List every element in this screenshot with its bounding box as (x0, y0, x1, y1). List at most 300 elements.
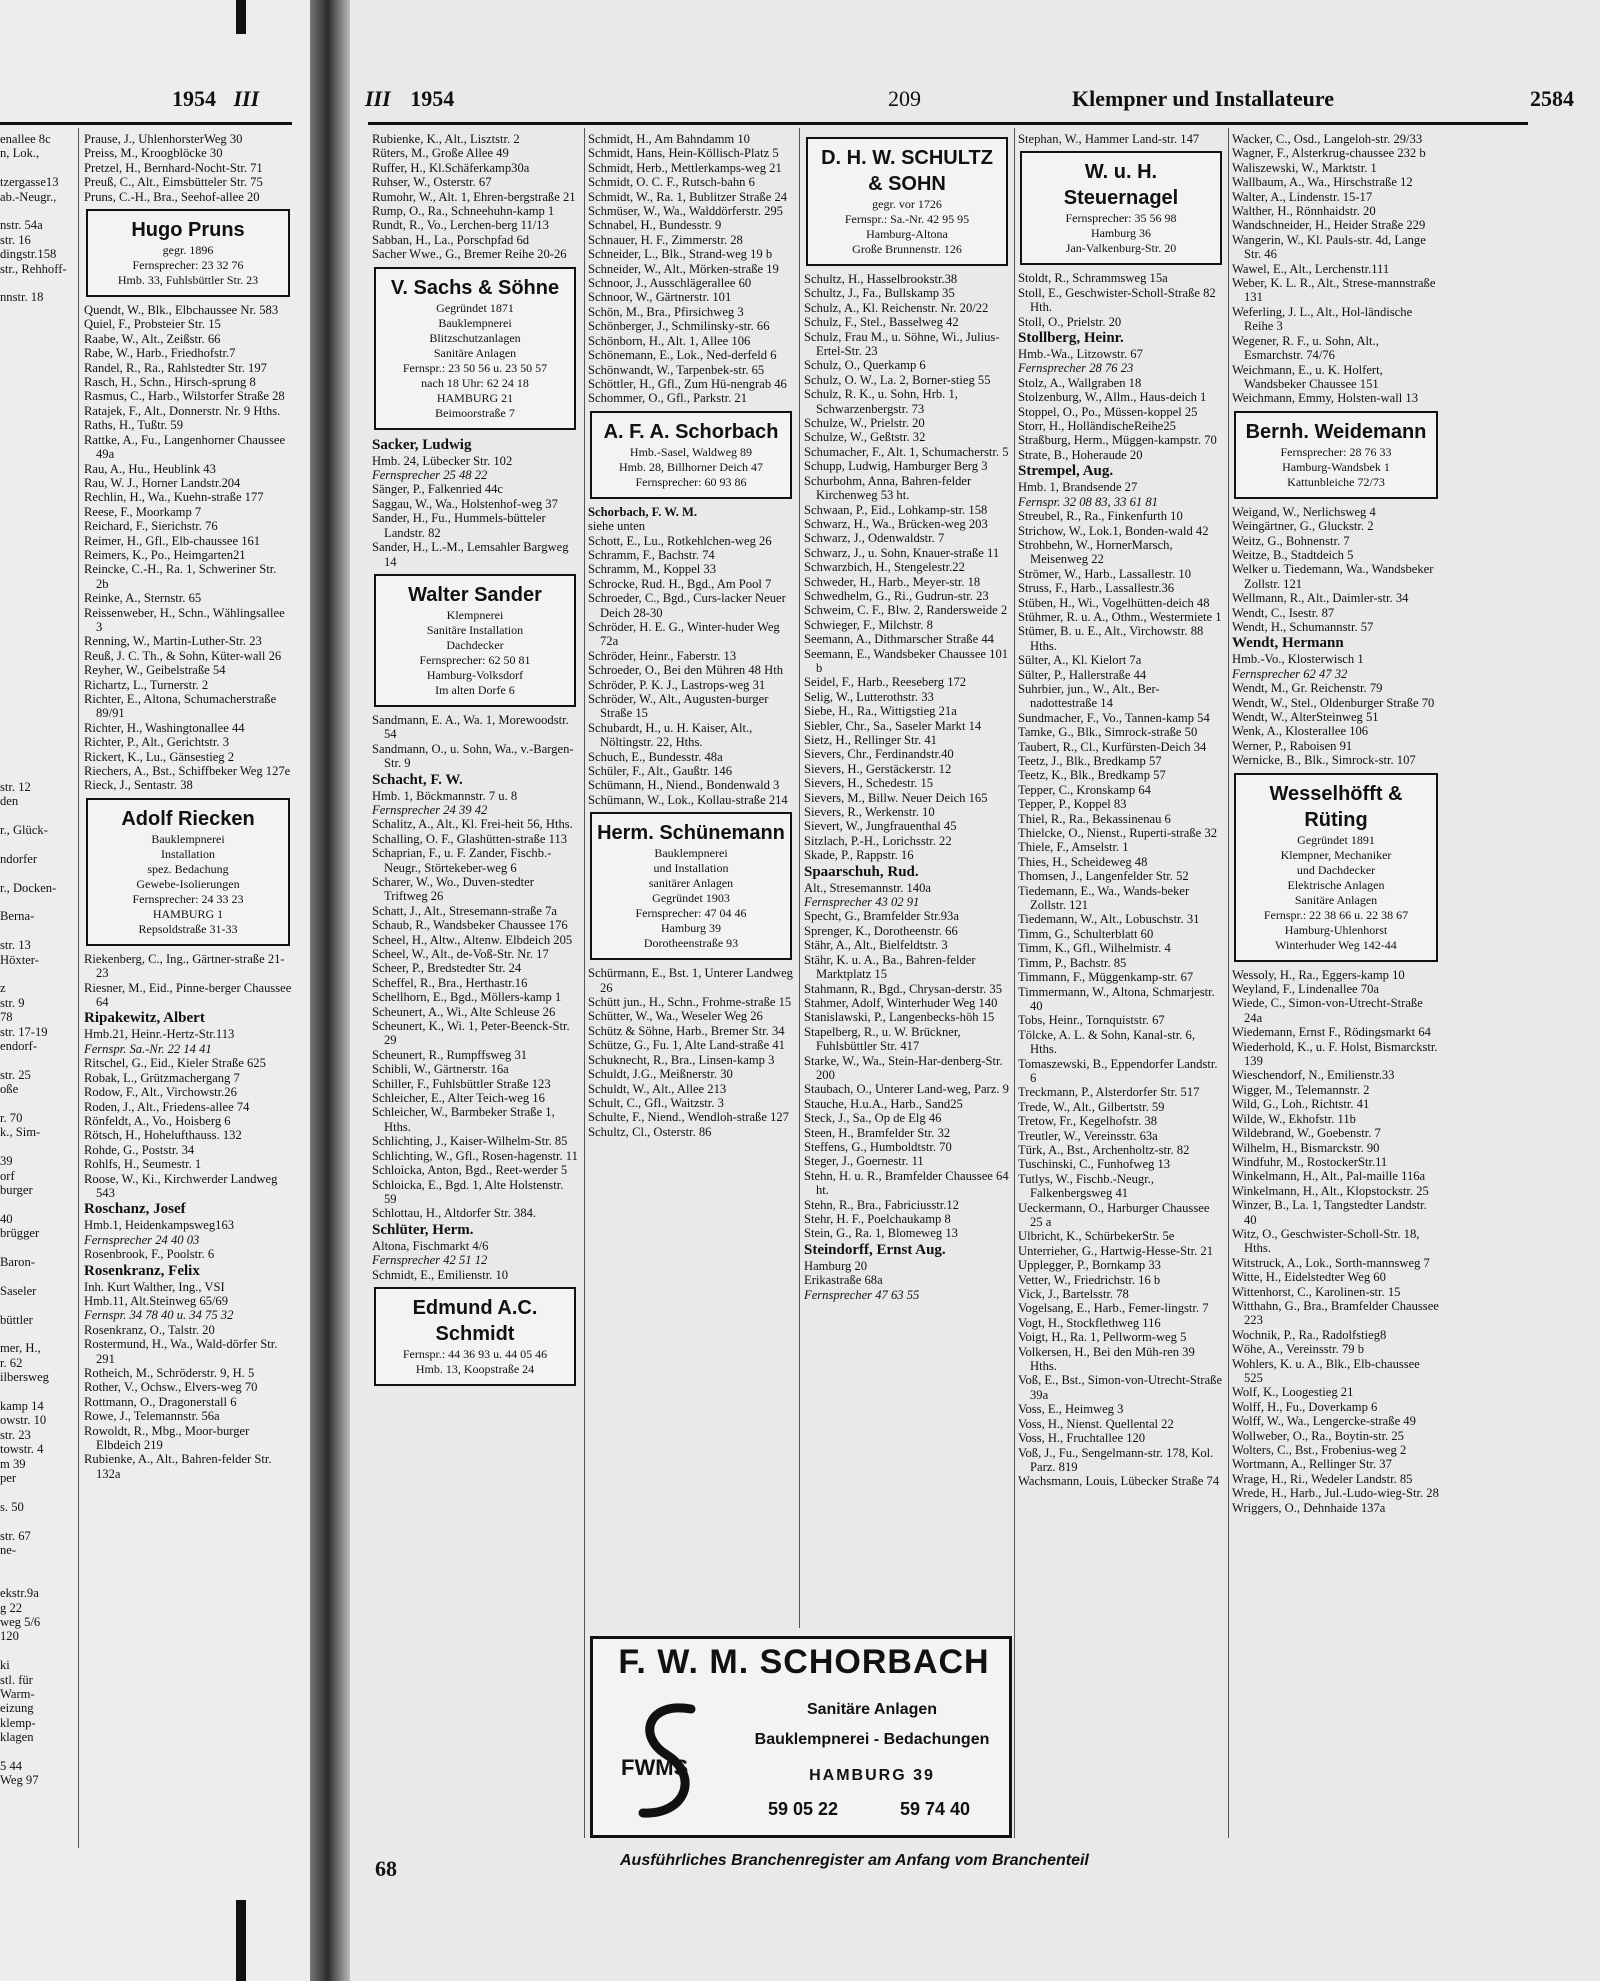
advertisement-box (806, 137, 1008, 266)
directory-entry: Voss, E., Heimweg 3 (1018, 1402, 1124, 1417)
directory-entry: Schurbohm, Anna, Bahren-felder Kirchenweg 53 ht. (804, 473, 972, 503)
edge-fragment (0, 506, 72, 520)
ad-line: Beimoorstraße 7 (435, 405, 515, 420)
edge-fragment (0, 1514, 72, 1528)
directory-entry: Hamburg 20 (804, 1258, 868, 1273)
directory-entry: Richter, P., Alt., Gerichtstr. 3 (84, 735, 230, 750)
directory-entry: Selig, W., Lutterothstr. 33 (804, 689, 934, 704)
directory-entry: Wild, G., Loh., Richtstr. 41 (1232, 1097, 1370, 1112)
directory-entry: Schlichting, J., Kaiser-Wilhelm-Str. 85 (372, 1134, 568, 1149)
directory-entry: Wendt, Hermann (1232, 635, 1344, 652)
directory-entry: Hmb.21, Heinr.-Hertz-Str.113 (84, 1027, 235, 1042)
advertisement-box (590, 812, 792, 960)
edge-fragment (0, 665, 72, 679)
edge-fragment (0, 161, 72, 175)
edge-fragment: per (0, 1470, 17, 1485)
directory-entry: Werner, P., Raboisen 91 (1232, 738, 1353, 753)
directory-column-3 (804, 132, 1010, 1632)
edge-fragment (0, 621, 72, 635)
directory-entry: Schulze, W., Geßtstr. 32 (804, 430, 926, 445)
directory-entry: Schiller, F., Fuhlsbüttler Straße 123 (372, 1076, 551, 1091)
directory-entry: Schümann, H., Niend., Bondenwald 3 (588, 778, 780, 793)
directory-entry: Schönborn, H., Alt. 1, Allee 106 (588, 333, 751, 348)
directory-entry: Timm, G., Schulterblatt 60 (1018, 926, 1154, 941)
directory-entry: Schlottau, H., Altdorfer Str. 384. (372, 1206, 537, 1221)
directory-entry: Wöhe, A., Vereinsstr. 79 b (1232, 1342, 1364, 1357)
directory-entry: Schmüser, W., Wa., Walddörferstr. 295 (588, 204, 783, 219)
ad-line: Sanitäre Installation (426, 622, 524, 637)
directory-entry: Witthahn, G., Bra., Bramfelder Chaussee 223 (1232, 1298, 1439, 1328)
directory-entry: Reichard, F., Sierichstr. 76 (84, 519, 218, 534)
ad-line: HAMBURG 1 (152, 906, 224, 921)
edge-fragment (0, 348, 72, 362)
directory-entry: Wolff, H., Fu., Doverkamp 6 (1232, 1399, 1378, 1414)
edge-fragment (0, 1140, 72, 1154)
directory-entry: Starke, W., Wa., Stein-Har-denberg-Str. 200 (804, 1053, 1003, 1082)
big-ad-phone-1: 59 05 22 (767, 1799, 839, 1819)
directory-entry: Stephan, W., Hammer Land-str. 147 (1018, 132, 1200, 146)
directory-entry: Fernsprecher 24 40 03 (84, 1232, 200, 1247)
directory-entry: Wilhelm, H., Bismarckstr. 90 (1232, 1140, 1380, 1155)
ad-line: Hamburg 39 (660, 921, 722, 936)
directory-entry: Sievers, H., Gerstäckerstr. 12 (804, 761, 952, 776)
ad-line: Fernsprecher: 62 50 81 (419, 652, 531, 667)
directory-entry: Schroeder, C., Bgd., Curs-lacker Neuer Deich 28-30 (588, 591, 786, 620)
edge-fragment: towstr. 4 (0, 1442, 44, 1457)
directory-entry: Rubienke, A., Alt., Bahren-felder Str. 132a (84, 1452, 272, 1481)
ad-line: Fernspr.: 22 38 66 u. 22 38 67 (1263, 907, 1409, 922)
edge-fragment (0, 434, 72, 448)
directory-entry: Voß, E., Bst., Simon-von-Utrecht-Straße 39a (1018, 1373, 1223, 1402)
directory-entry: Sander, H., Fu., Hummels-bütteler Landstr. 82 (372, 511, 546, 540)
edge-fragment: str. 67 (0, 1528, 31, 1543)
directory-entry: Fernsprecher 62 47 32 (1232, 666, 1348, 681)
directory-entry: Schwieger, F., Milchstr. 8 (804, 617, 933, 632)
directory-entry: Sander, H., L.-M., Lemsahler Bargweg 14 (372, 540, 569, 569)
edge-fragment: r. 62 (0, 1355, 23, 1370)
book-gutter (310, 0, 350, 1981)
right-volume: III (365, 86, 391, 111)
edge-fragment: r. 70 (0, 1110, 23, 1125)
edge-fragment: 78 (0, 1010, 13, 1025)
directory-entry: Wendt, H., Schumannstr. 57 (1232, 619, 1374, 634)
directory-entry: Teetz, J., Blk., Bredkamp 57 (1018, 754, 1162, 768)
directory-entry: Seemann, A., Dithmarscher Straße 44 (804, 632, 994, 647)
edge-fragment (0, 1327, 72, 1341)
directory-entry: Tuschinski, C., Funhofweg 13 (1018, 1157, 1171, 1172)
directory-entry: Tobs, Heinr., Tornquiststr. 67 (1018, 1013, 1165, 1028)
advertisement-box (1234, 773, 1438, 962)
directory-entry: Sievers, M., Billw. Neuer Deich 165 (804, 790, 988, 805)
footer-note: Ausführliches Branchenregister am Anfang vom Branchenteil (620, 1852, 1089, 1869)
directory-entry: Siebler, Chr., Sa., Saseler Markt 14 (804, 718, 982, 733)
directory-entry: Stoppel, O., Po., Müssen-koppel 25 (1018, 404, 1198, 419)
directory-entry: Wohlers, K. u. A., Blk., Elb-chaussee 525 (1232, 1356, 1420, 1385)
ad-line: sanitärer Anlagen (648, 876, 734, 891)
ad-line: Fernsprecher: 23 32 76 (132, 258, 244, 273)
edge-fragment (0, 276, 72, 290)
directory-entry: Schulz, Frau M., u. Söhne, Wi., Julius-Ertel-Str. 23 (804, 329, 1000, 359)
directory-entry: Stein, G., Ra. 1, Blomeweg 13 (804, 1226, 958, 1241)
directory-entry: siehe unten (588, 519, 646, 534)
edge-fragment (0, 1197, 72, 1211)
directory-entry: Pretzel, H., Bernhard-Nocht-Str. 71 (84, 160, 263, 175)
directory-entry: Wallbaum, A., Wa., Hirschstraße 12 (1232, 175, 1413, 190)
edge-fragment: str., Rehhoff- (0, 261, 67, 276)
directory-entry: Rickert, K., Lu., Gänsestieg 2 (84, 749, 235, 764)
ad-title: Bernh. Weidemann (1245, 420, 1427, 443)
edge-fragment (0, 334, 72, 348)
edge-fragment (0, 549, 72, 563)
directory-entry: Reuß, J. C. Th., & Sohn, Küter-wall 26 (84, 648, 282, 663)
directory-entry: Reese, F., Moorkamp 7 (84, 504, 202, 519)
big-ad-line-1: Sanitäre Anlagen (806, 1701, 938, 1718)
directory-entry: Rasch, H., Schn., Hirsch-sprung 8 (84, 375, 256, 390)
edge-fragment: ne- (0, 1542, 17, 1557)
directory-entry: Schürmann, E., Bst. 1, Unterer Landweg 26 (588, 966, 793, 995)
directory-entry: Thiele, F., Amselstr. 1 (1018, 840, 1129, 855)
edge-fragment: r., Docken- (0, 880, 57, 895)
big-ad-phone-2: 59 74 40 (899, 1799, 971, 1819)
directory-entry: Suhrbier, jun., W., Alt., Ber-nadottestraße 14 (1018, 681, 1160, 711)
directory-entry: Scheunert, K., Wi. 1, Peter-Beenck-Str. 29 (372, 1019, 570, 1048)
directory-entry: Schütter, W., Wa., Weseler Weg 26 (588, 1009, 763, 1024)
ad-line: Hmb. 28, Billhorner Deich 47 (619, 459, 763, 474)
directory-entry: Stüben, H., Wi., Vogelhütten-deich 48 (1018, 595, 1210, 610)
edge-fragment (0, 593, 72, 607)
edge-fragment: ab.-Neugr., (0, 189, 57, 204)
directory-entry: Sitzlach, P.-H., Lorichsstr. 22 (804, 833, 952, 848)
directory-entry: Wendt, M., Gr. Reichenstr. 79 (1232, 681, 1383, 696)
directory-entry: Strohbehn, W., HornerMarsch, Meisenweg 22 (1018, 537, 1173, 567)
edge-fragment (0, 564, 72, 578)
directory-entry: Preiss, M., Kroogblöcke 30 (84, 146, 223, 161)
directory-entry: Riesner, M., Eid., Pinne-berger Chaussee 64 (84, 980, 292, 1010)
ad-title: Edmund A.C. Schmidt (412, 1296, 538, 1345)
directory-entry: Schultz, J., Fa., Bullskamp 35 (804, 286, 955, 301)
edge-fragment: nstr. 54a (0, 218, 43, 233)
directory-entry: Schönberger, J., Schmilinsky-str. 66 (588, 319, 770, 334)
directory-entry: Rodow, F., Alt., Virchowstr.26 (84, 1085, 237, 1100)
directory-entry: Wandschneider, H., Heider Straße 229 (1232, 218, 1426, 233)
ad-line: Blitzschutzanlagen (429, 330, 521, 345)
directory-entry: Winkelmann, H., Alt., Klopstockstr. 25 (1232, 1183, 1429, 1198)
ad-line: Gegründet 1871 (436, 300, 514, 315)
left-main-column (84, 132, 292, 1852)
edge-fragment: str. 16 (0, 232, 31, 247)
ad-line: Dorotheenstraße 93 (643, 936, 739, 951)
directory-entry: Randel, R., Ra., Rahlstedter Str. 197 (84, 360, 267, 375)
big-ad-line-2: Bauklempnerei - Bedachungen (754, 1731, 990, 1748)
fwms-monogram-logo (607, 1697, 727, 1827)
directory-entry: Sietz, H., Rellinger Str. 41 (804, 733, 937, 747)
edge-fragment: z (0, 981, 6, 996)
column-number: 2584 (1530, 86, 1574, 111)
directory-entry: Schulze, W., Prielstr. 20 (804, 416, 925, 431)
directory-entry: Staubach, O., Unterer Land-weg, Parz. 9 (804, 1082, 1009, 1097)
directory-entry: Reyher, W., Geibelstraße 54 (84, 663, 226, 678)
directory-entry: Tepper, C., Kronskamp 64 (1018, 782, 1151, 797)
directory-entry: Rabe, W., Harb., Friedhofstr.7 (84, 346, 236, 361)
directory-entry: Wolff, W., Wa., Lengercke-straße 49 (1232, 1414, 1416, 1429)
edge-fragment: eizung (0, 1701, 34, 1716)
directory-entry: Ruhser, W., Osterstr. 67 (372, 175, 492, 190)
directory-entry: Sievert, W., Jungfrauenthal 45 (804, 819, 957, 834)
directory-entry: Schramm, F., Bachstr. 74 (588, 547, 715, 562)
directory-entry: Erikastraße 68a (804, 1273, 883, 1288)
directory-entry: Ruffer, H., Kl.Schäferkamp30a (372, 160, 530, 175)
ad-line: Fernsprecher: 47 04 46 (635, 906, 747, 921)
edge-fragment: dingstr.158 (0, 247, 57, 262)
directory-entry: Preuß, C., Alt., Eimsbütteler Str. 75 (84, 175, 263, 190)
directory-entry: Raabe, W., Alt., Zeißstr. 66 (84, 331, 221, 346)
edge-fragment (0, 866, 72, 880)
edge-fragment: str. 25 (0, 1067, 31, 1082)
ad-line: Installation (161, 846, 215, 861)
column-rule-1 (584, 128, 585, 1838)
directory-entry: Rau, W. J., Horner Landstr.204 (84, 475, 241, 490)
directory-entry: Schweder, H., Harb., Meyer-str. 18 (804, 574, 981, 589)
directory-entry: Voigt, H., Ra. 1, Pellworm-weg 5 (1018, 1330, 1187, 1345)
left-column-rule (78, 128, 79, 1848)
section-title: Klempner und Installateure (1072, 86, 1334, 111)
ad-line: Fernsprecher: 35 56 98 (1065, 211, 1177, 226)
directory-entry: Schultz, H., Hasselbrookstr.38 (804, 272, 958, 286)
directory-entry: Schnauer, H. F., Zimmerstr. 28 (588, 232, 743, 247)
ad-line: gegr. 1896 (162, 243, 214, 258)
directory-entry: Sülter, A., Kl. Kielort 7a (1018, 653, 1142, 668)
directory-entry: Schlüter, Herm. (372, 1221, 474, 1238)
directory-entry: Robak, L., Grützmachergang 7 (84, 1070, 240, 1085)
directory-entry: Stollberg, Heinr. (1018, 330, 1124, 347)
directory-entry: Inh. Kurt Walther, Ing., VSI (84, 1279, 225, 1294)
ad-line: Hamburg-Altona (866, 227, 948, 241)
directory-entry: Schröder, H. E. G., Winter-huder Weg 72a (588, 619, 780, 649)
directory-entry: Weber, K. L. R., Alt., Strese-mannstraße 131 (1232, 276, 1436, 305)
directory-entry: Schröder, Heinr., Faberstr. 13 (588, 648, 737, 663)
directory-entry: Stähr, K. u. A., Ba., Bahren-felder Marktplatz 15 (804, 952, 976, 982)
ad-title: W. u. H. Steuernagel (1063, 161, 1179, 210)
ad-line: Hmb. 33, Fuhlsbüttler Str. 23 (117, 273, 259, 288)
ad-line: Winterhuder Weg 142-44 (1275, 937, 1397, 952)
directory-entry: Schult, C., Gfl., Waitzstr. 3 (588, 1095, 724, 1110)
directory-entry: Ueckermann, O., Harburger Chaussee 25 a (1018, 1200, 1210, 1229)
footer-page-number: 68 (375, 1856, 397, 1881)
directory-entry: Schuch, E., Bundesstr. 48a (588, 749, 723, 764)
directory-entry: Stehn, H. u. R., Bramfelder Chaussee 64 ht. (804, 1168, 1009, 1198)
directory-entry: Tepper, P., Koppel 83 (1018, 797, 1127, 812)
spine-mark-bottom (236, 1900, 246, 1981)
directory-entry: Hmb.11, Alt.Steinweg 65/69 (84, 1293, 229, 1308)
edge-fragment (0, 478, 72, 492)
directory-entry: Rötsch, H., Hohelufthauss. 132 (84, 1128, 242, 1143)
directory-entry: Rau, A., Hu., Heublink 43 (84, 461, 216, 476)
edge-fragment (0, 1644, 72, 1658)
directory-entry: Rosenkranz, O., Talstr. 20 (84, 1322, 215, 1337)
edge-fragment: str. 9 (0, 995, 25, 1010)
directory-entry: Timmermann, W., Altona, Schmarjestr. 40 (1018, 984, 1215, 1013)
directory-entry: Schulz, F., Stel., Basselweg 42 (804, 315, 959, 330)
edge-fragment: weg 5/6 (0, 1614, 41, 1629)
directory-entry: Quendt, W., Blk., Elbchaussee Nr. 583 (84, 303, 279, 318)
ad-line: Jan-Valkenburg-Str. 20 (1065, 241, 1177, 256)
directory-entry: Reinke, A., Sternstr. 65 (84, 591, 202, 606)
directory-entry: Upplegger, P., Bornkamp 33 (1018, 1258, 1161, 1273)
directory-entry: Schleicher, E., Alter Teich-weg 16 (372, 1091, 545, 1106)
edge-fragment (0, 693, 72, 707)
edge-fragment: brügger (0, 1226, 40, 1241)
directory-entry: Treckmann, P., Alsterdorfer Str. 517 (1018, 1085, 1200, 1100)
directory-entry: Windfuhr, M., RostockerStr.11 (1232, 1154, 1388, 1169)
directory-entry: Schröder, W., Alt., Augusten-burger Straße 15 (588, 692, 769, 721)
directory-entry: Voss, H., Nienst. Quellental 22 (1018, 1416, 1174, 1431)
edge-fragment: r., Glück- (0, 822, 48, 837)
edge-fragment: Saseler (0, 1283, 37, 1298)
directory-entry: Tomaszewski, B., Eppendorfer Landstr. 6 (1018, 1056, 1218, 1085)
ad-line: Klempnerei (446, 607, 504, 622)
directory-entry: Sievers, Chr., Ferdinandstr.40 (804, 747, 954, 762)
directory-entry: Hmb. 24, Lübecker Str. 102 (372, 453, 513, 468)
directory-entry: Walter, A., Lindenstr. 15-17 (1232, 189, 1373, 204)
left-volume: III (233, 86, 260, 111)
edge-fragment: stl. für (0, 1672, 33, 1687)
edge-fragment (0, 1745, 72, 1759)
directory-entry: Rotheich, M., Schröderstr. 9, H. 5 (84, 1366, 255, 1380)
directory-entry: Stehr, H. F., Poelchaukamp 8 (804, 1212, 951, 1226)
directory-entry: Fernsprecher 43 02 91 (804, 895, 920, 910)
ad-line: Fernsprecher: 28 76 33 (1280, 444, 1392, 459)
directory-entry: Fernsprecher 24 39 42 (372, 802, 488, 817)
advertisement-box (374, 574, 576, 707)
edge-fragment: Höxter- (0, 952, 39, 967)
ad-line: Bauklempnerei (438, 315, 512, 330)
advertisement-box (374, 1287, 576, 1386)
ad-line: Fernspr.: 23 50 56 u. 23 50 57 (402, 360, 548, 375)
directory-entry: Wendt, W., AlterSteinweg 51 (1232, 710, 1379, 724)
directory-entry: Wolters, C., Bst., Frobenius-weg 2 (1232, 1443, 1407, 1458)
directory-entry: Schöttler, H., Gfl., Zum Hü-nengrab 46 (588, 376, 787, 391)
directory-entry: Taubert, R., Cl., Kurfürsten-Deich 34 (1018, 739, 1207, 754)
ad-line: Hmb.-Sasel, Waldweg 89 (629, 444, 753, 459)
directory-entry: Schwarzbich, H., Stengelestr.22 (804, 560, 965, 575)
directory-entry: Unterrieher, G., Hartwig-Hesse-Str. 21 (1018, 1243, 1213, 1258)
left-running-head (172, 86, 259, 112)
directory-entry: Wendt, W., Stel., Oldenburger Straße 70 (1232, 695, 1435, 710)
edge-fragment (0, 1385, 72, 1399)
directory-entry: Ulbricht, K., SchürbekerStr. 5e (1018, 1229, 1175, 1244)
edge-fragment: g 22 (0, 1600, 23, 1615)
directory-entry: Scheffel, R., Bra., Herthastr.16 (372, 975, 528, 990)
directory-entry: Skade, P., Rappstr. 16 (804, 848, 914, 863)
directory-entry: Seemann, E., Wandsbeker Chaussee 101 b (804, 646, 1009, 675)
ad-line: Gegründet 1903 (652, 891, 730, 906)
directory-entry: Waliszewski, W., Marktstr. 1 (1232, 160, 1377, 175)
ad-title: V. Sachs & Söhne (390, 276, 560, 299)
directory-column-1 (372, 132, 578, 1852)
edge-fragment (0, 1485, 72, 1499)
directory-entry: Schleicher, W., Barmbeker Straße 1, Hths. (372, 1105, 555, 1134)
directory-entry: Thies, H., Scheideweg 48 (1018, 854, 1148, 869)
directory-entry: Thielcke, O., Nienst., Ruperti-straße 32 (1018, 826, 1217, 841)
edge-fragment: str. 23 (0, 1427, 31, 1442)
directory-entry: Siebe, H., Ra., Wittigstieg 21a (804, 704, 957, 719)
directory-entry: Seidel, F., Harb., Reeseberg 172 (804, 675, 967, 690)
directory-entry: Strömer, W., Harb., Lassallestr. 10 (1018, 566, 1191, 581)
directory-entry: Schulz, A., Kl. Reichenstr. Nr. 20/22 (804, 300, 989, 315)
left-edge-column (0, 132, 72, 1852)
directory-entry: Weitze, B., Stadtdeich 5 (1232, 547, 1354, 562)
directory-entry: Steck, J., Sa., Op de Elg 46 (804, 1111, 942, 1126)
directory-entry: Wenk, A., Klosterallee 106 (1232, 724, 1369, 739)
directory-entry: Ritschel, G., Eid., Kieler Straße 625 (84, 1056, 266, 1071)
ad-line: Bauklempnerei (151, 831, 225, 846)
directory-entry: Voß, J., Fu., Sengelmann-str. 178, Kol. Parz. 819 (1018, 1445, 1214, 1474)
big-ad-title: F. W. M. SCHORBACH (618, 1643, 990, 1681)
directory-entry: Schönemann, E., Lok., Ned-derfeld 6 (588, 348, 777, 363)
ad-title: Adolf Riecken (121, 807, 255, 830)
edge-fragment (0, 1241, 72, 1255)
directory-entry: Stoldt, R., Schrammsweg 15a (1018, 271, 1168, 286)
edge-fragment: m 39 (0, 1456, 26, 1471)
edge-fragment (0, 679, 72, 693)
directory-entry: Strate, B., Hoheraude 20 (1018, 447, 1143, 462)
edge-fragment: endorf- (0, 1038, 38, 1053)
directory-entry: Wegener, R. F., u. Sohn, Alt., Esmarchstr. 74/76 (1232, 333, 1379, 363)
ad-line: Kattunbleiche 72/73 (1287, 474, 1385, 489)
directory-entry: Tiedemann, W., Alt., Lobuschstr. 31 (1018, 912, 1200, 927)
ad-line: spez. Bedachung (147, 861, 229, 876)
directory-entry: Sänger, P., Falkenried 44c (372, 482, 504, 497)
directory-entry: Schupp, Ludwig, Hamburger Berg 3 (804, 459, 988, 474)
directory-entry: Schrocke, Rud. H., Bgd., Am Pool 7 (588, 576, 772, 591)
ad-title: Walter Sander (408, 583, 542, 606)
edge-fragment (0, 521, 72, 535)
directory-entry: Scharer, W., Wo., Duven-stedter Triftweg 26 (372, 874, 534, 904)
ad-line: Hamburg-Uhlenhorst (1284, 922, 1388, 937)
directory-entry: Schön, M., Bra., Pfirsichweg 3 (588, 304, 744, 319)
edge-fragment (0, 449, 72, 463)
ad-line: Hamburg 36 (1090, 226, 1152, 241)
edge-fragment (0, 650, 72, 664)
directory-entry: Wriggers, O., Dehnhaide 137a (1232, 1500, 1386, 1515)
edge-fragment: kamp 14 (0, 1398, 44, 1413)
edge-fragment (0, 377, 72, 391)
edge-fragment: klagen (0, 1730, 34, 1745)
directory-entry: Prause, J., UhlenhorsterWeg 30 (84, 132, 243, 146)
directory-entry: Schwaan, P., Eid., Lohkamp-str. 158 (804, 502, 988, 517)
edge-fragment: k., Sim- (0, 1125, 41, 1140)
directory-entry: Wollweber, O., Ra., Boytin-str. 25 (1232, 1428, 1404, 1443)
directory-entry: Scheer, P., Bredstedter Str. 24 (372, 961, 522, 976)
column-rule-3 (1014, 128, 1015, 1838)
advertisement-box (590, 411, 792, 499)
directory-entry: Fernsprecher 47 63 55 (804, 1287, 920, 1302)
edge-fragment (0, 967, 72, 981)
edge-fragment: Weg 97 (0, 1773, 39, 1788)
directory-entry: Schwarz, H., Wa., Brücken-weg 203 (804, 516, 988, 531)
ad-line: Große Brunnenstr. 126 (852, 242, 962, 256)
directory-entry: Vick, J., Bartelsstr. 78 (1018, 1287, 1129, 1302)
left-page (0, 0, 310, 1981)
directory-entry: Rattke, A., Fu., Langenhorner Chaussee 49a (84, 432, 286, 462)
directory-entry: Altona, Fischmarkt 4/6 (372, 1238, 489, 1253)
directory-entry: Weitz, G., Bohnenstr. 7 (1232, 533, 1350, 548)
directory-entry: Rottmann, O., Dragonerstall 6 (84, 1394, 237, 1409)
edge-fragment (0, 1557, 72, 1571)
directory-entry: Rowoldt, R., Mbg., Moor-burger Elbdeich 219 (84, 1423, 250, 1453)
directory-entry: Schalling, O. F., Glashütten-straße 113 (372, 831, 568, 846)
edge-fragment (0, 636, 72, 650)
